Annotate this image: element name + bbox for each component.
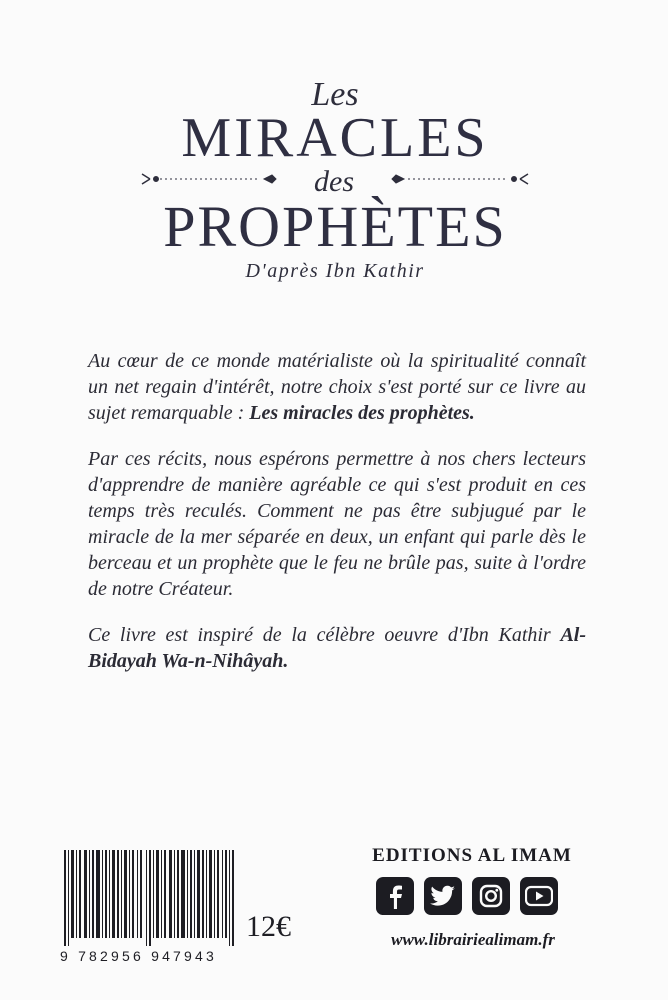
title-miracles: MIRACLES xyxy=(181,107,489,169)
twitter-icon xyxy=(424,877,462,915)
website-url: www.librairiealimam.fr xyxy=(391,930,555,949)
blurb-paragraph-3 xyxy=(88,622,586,674)
social-icons xyxy=(376,877,566,921)
blurb-paragraph-1 xyxy=(88,348,586,426)
subtitle: D'après Ibn Kathir xyxy=(245,260,425,282)
instagram-icon xyxy=(472,877,510,915)
youtube-icon xyxy=(520,877,558,915)
price: 12€ xyxy=(246,910,291,943)
barcode-bars xyxy=(60,850,240,946)
title-les: Les xyxy=(311,76,359,113)
facebook-icon xyxy=(376,877,414,915)
blurb-paragraph-2: Par ces récits, nous espérons permettre à nos chers lecteurs d'apprendre de manière agréable ce qui s'est produit en ces temps très reculés. Comment ne pas être subjugué par le miracle de la mer séparée en deux, un enfant qui parle dès le berceau et un prophète que le feu ne brûle pas, suite à l'ordre de notre Créateur. xyxy=(88,448,586,600)
publisher-name: EDITIONS AL IMAM xyxy=(372,845,572,866)
blurb xyxy=(88,348,586,694)
barcode xyxy=(60,850,240,968)
title-prophetes: PROPHÈTES xyxy=(163,194,507,259)
blurb-p1-bold: Les miracles des prophètes. xyxy=(249,402,475,424)
blurb-p3-bold: Al-Bidayah Wa-n-Nihâyah. xyxy=(88,624,586,672)
isbn-number: 9 782956 947943 xyxy=(60,948,217,964)
blurb-p3-text: Ce livre est inspiré de la célèbre oeuvre d'Ibn Kathir xyxy=(88,624,561,646)
title-des: des xyxy=(314,165,354,198)
blurb-p1-text: Au cœur de ce monde matérialiste où la spiritualité connaît un net regain d'intérêt, notre choix s'est porté sur ce livre au sujet remarquable : xyxy=(88,350,586,424)
